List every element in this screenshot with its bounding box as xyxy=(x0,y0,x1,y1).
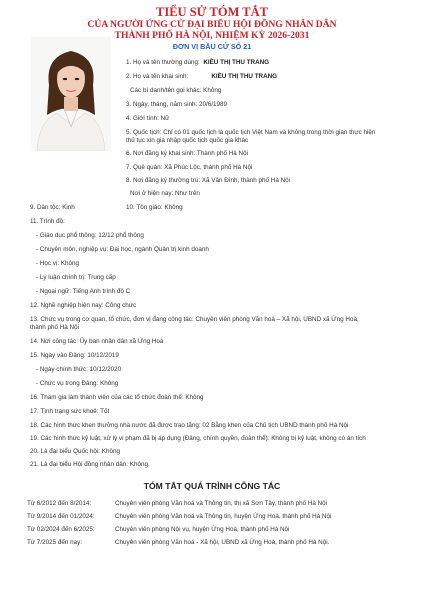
document-title: TIỂU SỬ TÓM TẮT xyxy=(156,5,268,19)
party-official-date: - Ngày chính thức: 10/12/2020 xyxy=(36,366,122,373)
education-professional: - Chuyên môn, nghiệp vụ: Đại học, ngành Quản trị kinh doanh xyxy=(36,246,209,253)
item-19-discipline: 19. Các hình thức kỷ luật, xử lý vi phạm đã bị áp dụng (Đảng, chính quyền, đoàn thể): Không bị kỷ luật, không có án tích xyxy=(30,435,366,442)
education-general: - Giáo dục phổ thông: 12/12 phổ thông xyxy=(36,232,144,239)
item-11-education: 11. Trình độ: xyxy=(30,218,65,225)
item-13-position-line2: thành phố Hà Nội xyxy=(30,324,80,331)
item-9-ethnicity: 9. Dân tộc: Kinh xyxy=(30,204,75,211)
item-5-nationality-line1: 5. Quốc tịch: Chỉ có 01 quốc tịch là quốc tịch Việt Nam và không trong thời gian thực hiện xyxy=(126,129,376,136)
item-17-health: 17. Tình trạng sức khoẻ: Tốt xyxy=(30,408,110,415)
item-12-occupation: 12. Nghề nghiệp hiện nay: Công chức xyxy=(30,302,137,309)
item-18-awards: 18. Các hình thức khen thưởng nhà nước đã được trao tặng: 02 Bằng khen của Chủ tịch UBND thành phố Hà Nội xyxy=(30,422,349,429)
work-period: Từ 7/2025 đến nay: xyxy=(27,539,82,546)
work-history-row xyxy=(27,526,407,539)
item-7-hometown: 7. Quê quán: Xã Phúc Lộc, thành phố Hà Nội xyxy=(126,164,253,171)
document-subtitle-line2: THÀNH PHỐ HÀ NỘI, NHIỆM KỲ 2026-2031 xyxy=(114,30,310,42)
work-history-title: TÓM TẮT QUÁ TRÌNH CÔNG TÁC xyxy=(143,481,281,491)
work-description: Chuyên viên phòng Nội vụ, huyện Ứng Hoà, thành phố Hà Nội xyxy=(115,526,290,533)
candidate-portrait xyxy=(31,37,111,151)
item-14-workplace: 14. Nơi công tác: Ủy ban nhân dân xã Ứng Hoà xyxy=(30,338,164,345)
work-period: Từ 6/2012 đến 8/2014: xyxy=(27,500,92,507)
document-subtitle-line1: CỦA NGƯỜI ỨNG CỬ ĐẠI BIỂU HỘI ĐỒNG NHÂN DÂN xyxy=(87,19,337,30)
work-description: Chuyên viên phòng Văn hoá và Thông tin, huyện Ứng Hoà, thành phố Hà Nội xyxy=(115,513,332,520)
work-history-row xyxy=(27,500,407,513)
item-13-position-line1: 13. Chức vụ trong cơ quan, tổ chức, đơn vị đang công tác: Chuyên viên phòng Văn hoá – Xã hội, UBND xã Ứng Hoà, xyxy=(30,316,359,323)
item-3-birth-date: 3. Ngày, tháng, năm sinh: 20/6/1989 xyxy=(126,101,228,108)
item-15-party-entry: 15. Ngày vào Đảng: 10/12/2019 xyxy=(30,352,119,359)
item-2-label: 2. Họ và tên khai sinh: xyxy=(126,73,189,80)
item-1-preferred-name xyxy=(126,59,269,67)
item-1-value: KIỀU THỊ THU TRANG xyxy=(203,59,270,66)
work-history-row xyxy=(27,539,407,552)
item-10-religion: 10. Tôn giáo: Không xyxy=(126,204,183,211)
current-residence: Nơi ở hiện nay: Như trên xyxy=(130,190,200,197)
work-description: Chuyên viên phòng Văn hoá - Xã hội, UBND xã Ứng Hoà, thành phố Hà Nội. xyxy=(115,539,330,546)
item-2-value: KIỀU THỊ THU TRANG xyxy=(211,73,278,80)
party-position: - Chức vụ trong Đảng: Không xyxy=(36,380,119,387)
work-period: Từ 02/2024 đến 6/2025: xyxy=(27,526,95,533)
work-history-row xyxy=(27,513,407,526)
item-5-nationality-line2: thủ tục xin gia nhập quốc tịch quốc gia khác xyxy=(126,137,249,144)
other-names: Các bí danh/tên gọi khác: Không xyxy=(130,87,222,94)
item-16-organizations: 16. Tham gia làm thành viên của các tổ chức đoàn thể: Không xyxy=(30,394,204,401)
electoral-unit: ĐƠN VỊ BẦU CỬ SỐ 21 xyxy=(172,42,252,52)
education-political-theory: - Lý luận chính trị: Trung cấp xyxy=(36,274,116,281)
work-history-list xyxy=(27,500,407,552)
item-2-birth-name xyxy=(126,73,277,81)
education-foreign-language: - Ngoại ngữ: Tiếng Anh trình độ C xyxy=(36,288,131,295)
item-20-national-assembly: 20. Là đại biểu Quốc hội: Không xyxy=(30,448,120,455)
work-period: Từ 9/2014 đến 01/2024: xyxy=(27,513,95,520)
item-1-label: 1. Họ và tên thường dùng: xyxy=(126,59,200,66)
work-description: Chuyên viên phòng Văn hoá và Thông tin, thị xã Sơn Tây, thành phố Hà Nội xyxy=(115,500,328,507)
item-21-peoples-council: 21. Là đại biểu Hội đồng nhân dân: Không. xyxy=(30,461,150,468)
item-4-gender: 4. Giới tính: Nữ xyxy=(126,115,170,122)
education-degree: - Học vị: Không xyxy=(36,260,80,267)
item-8-permanent-residence: 8. Nơi đăng ký thường trú: Xã Vân Đình, thành phố Hà Nội xyxy=(126,177,291,184)
item-6-birth-registration: 6. Nơi đăng ký khai sinh: Thành phố Hà Nội xyxy=(126,150,248,157)
